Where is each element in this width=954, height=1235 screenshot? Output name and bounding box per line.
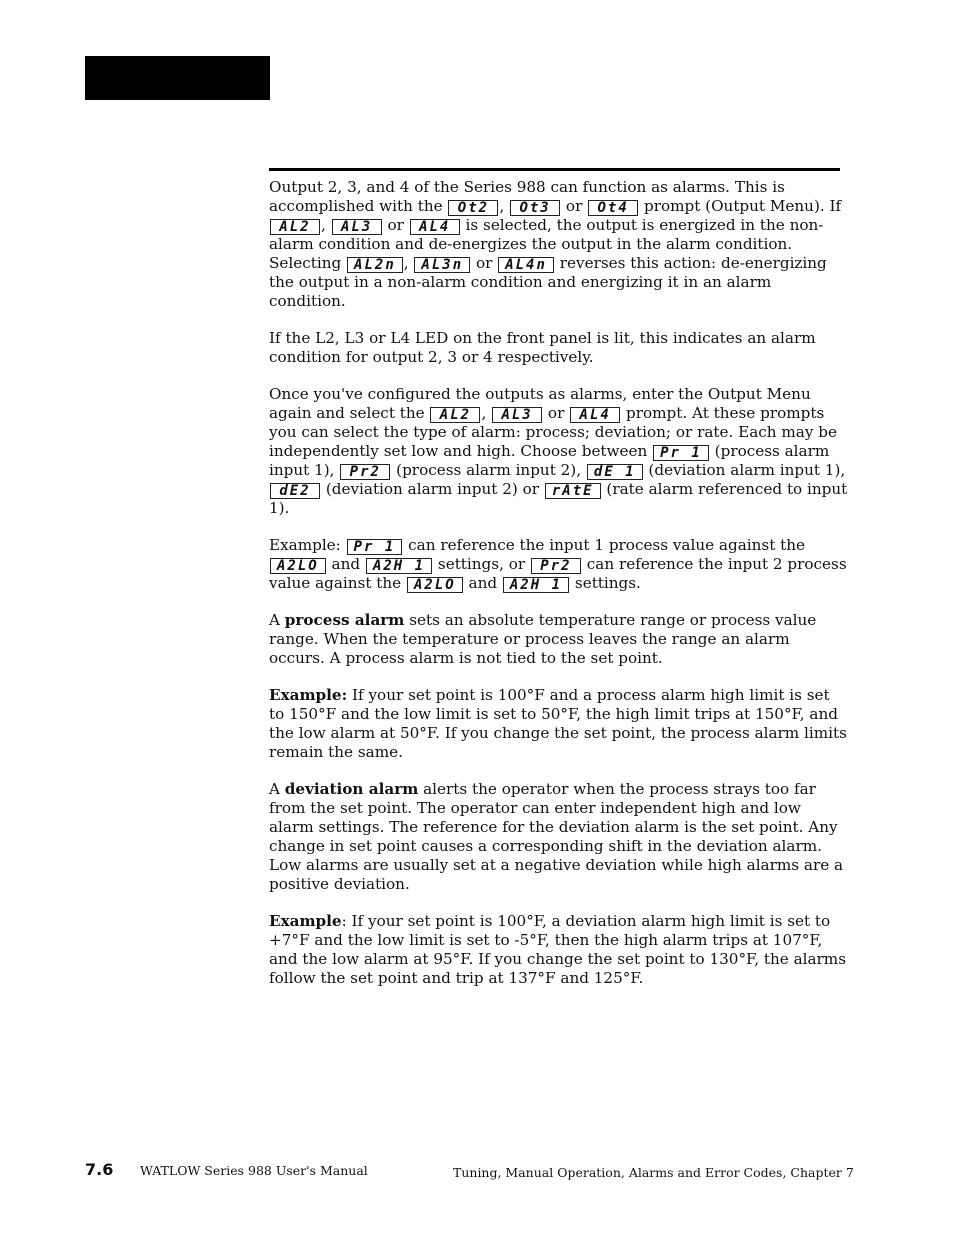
term-deviation-alarm: deviation alarm: [284, 780, 419, 798]
lcd-pr1: Pr 1: [653, 445, 709, 461]
lcd-pr1: Pr 1: [347, 539, 403, 555]
lcd-al3: AL3: [332, 219, 382, 235]
term-process-alarm: process alarm: [284, 611, 405, 629]
paragraph-alarm-types: Once you've configured the outputs as alarms, enter the Output Menu again and select the AL2 , AL3 or AL4 prompt. At these prompts you can select the type of alarm: process; deviation; or rate. Each may be independently set low and high. Choose between Pr 1 (process alarm input 1), Pr2 (process alarm input 2), dE 1 (deviation alarm input 1), dE2 (deviation alarm input 2) or rAtE (rate alarm referenced to input 1).: [269, 385, 848, 517]
lcd-al3n: AL3n: [414, 257, 470, 273]
lcd-a2hi: A2H 1: [366, 558, 432, 574]
footer-chapter: Tuning, Manual Operation, Alarms and Error Codes, Chapter 7: [453, 1165, 854, 1180]
lcd-al2: AL2: [270, 219, 320, 235]
lcd-rate: rAtE: [545, 483, 601, 499]
paragraph-deviation-example: Example: If your set point is 100°F, a deviation alarm high limit is set to +7°F and the low limit is set to -5°F, then the high alarm trips at 107°F, and the low alarm at 95°F. If you change the set point to 130°F, the alarms follow the set point and trip at 137°F and 125°F.: [269, 912, 846, 987]
paragraph-output-alarms: Output 2, 3, and 4 of the Series 988 can function as alarms. This is accomplished with the Ot2 , Ot3 or Ot4 prompt (Output Menu). If AL2 , AL3 or AL4 is selected, the output is energized in the non-alarm condition and de-energizes the output in the alarm condition. Selecting AL2n , AL3n or AL4n reverses this action: de-energizing the output in a non-alarm condition and energizing it in an alarm condition.: [269, 178, 842, 310]
lcd-ot2: Ot2: [448, 200, 498, 216]
lcd-de1: dE 1: [587, 464, 643, 480]
chapter-tab-block: [85, 56, 270, 100]
paragraph-led: If the L2, L3 or L4 LED on the front panel is lit, this indicates an alarm condition for output 2, 3 or 4 respectively.: [269, 329, 816, 366]
page-content: [269, 178, 849, 1006]
lcd-pr2: Pr2: [340, 464, 390, 480]
example-label: Example: [269, 912, 342, 930]
example-label: Example:: [269, 686, 348, 704]
lcd-al4: AL4: [570, 407, 620, 423]
paragraph-process-example: Example: If your set point is 100°F and a process alarm high limit is set to 150°F and the low limit is set to 50°F, the high limit trips at 150°F, and the low alarm at 50°F. If you change the set point, the process alarm limits remain the same.: [269, 686, 847, 761]
paragraph-example-reference: Example: Pr 1 can reference the input 1 process value against the A2LO and A2H 1 settings, or Pr2 can reference the input 2 process value against the A2LO and A2H 1 settings.: [269, 536, 847, 593]
paragraph-deviation-alarm: A deviation alarm alerts the operator when the process strays too far from the set point. The operator can enter independent high and low alarm settings. The reference for the deviation alarm is the set point. Any change in set point causes a corresponding shift in the deviation alarm. Low alarms are usually set at a negative deviation while high alarms are a positive deviation.: [269, 780, 844, 893]
section-rule: [269, 168, 840, 171]
paragraph-process-alarm: A process alarm sets an absolute temperature range or process value range. When the temperature or process leaves the range an alarm occurs. A process alarm is not tied to the set point.: [269, 611, 817, 667]
lcd-a2lo: A2LO: [407, 577, 463, 593]
lcd-al3: AL3: [492, 407, 542, 423]
lcd-al2n: AL2n: [347, 257, 403, 273]
lcd-al4n: AL4n: [498, 257, 554, 273]
page-number: 7.6: [85, 1160, 114, 1179]
lcd-ot4: Ot4: [588, 200, 638, 216]
lcd-a2lo: A2LO: [270, 558, 326, 574]
lcd-de2: dE2: [270, 483, 320, 499]
lcd-a2hi: A2H 1: [503, 577, 569, 593]
lcd-pr2: Pr2: [531, 558, 581, 574]
lcd-al4: AL4: [410, 219, 460, 235]
lcd-al2: AL2: [430, 407, 480, 423]
footer-manual-title: WATLOW Series 988 User's Manual: [140, 1163, 368, 1178]
lcd-ot3: Ot3: [510, 200, 560, 216]
